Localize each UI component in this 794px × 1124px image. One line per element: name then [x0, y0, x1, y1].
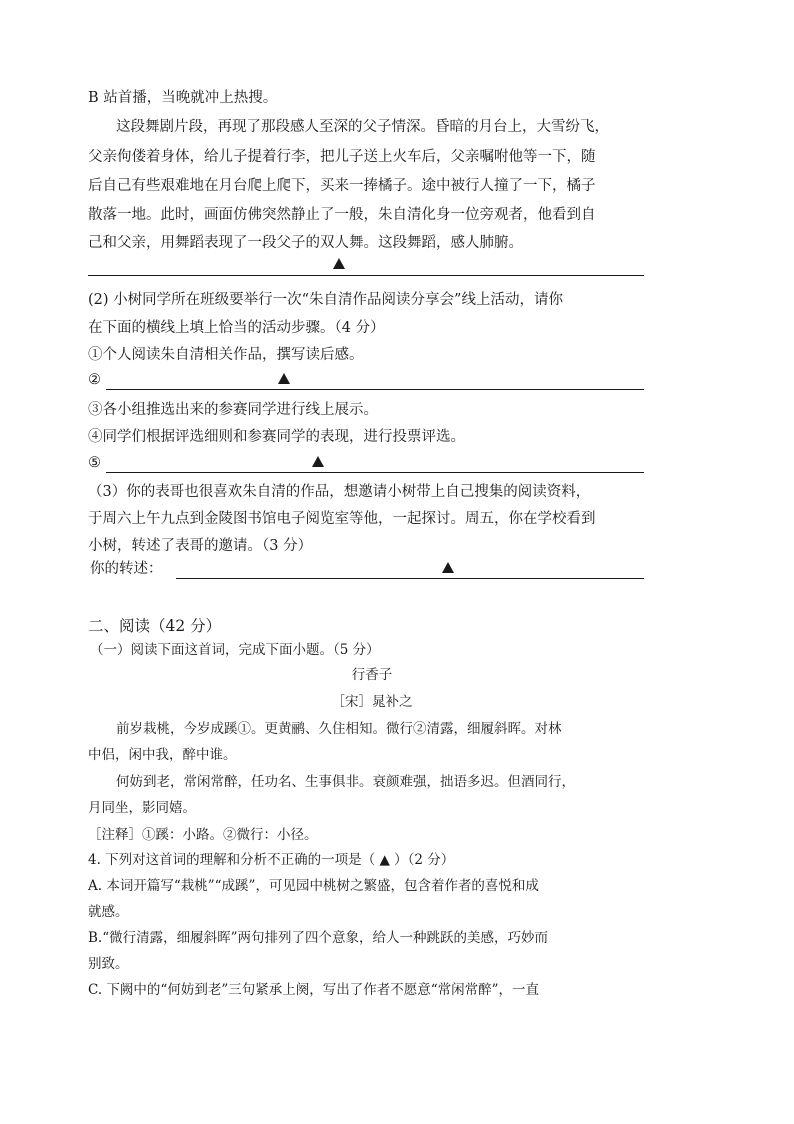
- q3-stem-line: （3）你的表哥也很喜欢朱自清的作品，想邀请小树带上自己搜集的阅读资料，: [88, 484, 591, 500]
- q3-stem-line: 小树，转述了表哥的邀请。（3 分）: [88, 538, 313, 554]
- q2-step-3: ③各小组推选出来的参赛同学进行线上展示。: [88, 402, 378, 418]
- passage-line: 己和父亲，用舞蹈表现了一段父子的双人舞。这段舞蹈，感人肺腑。: [88, 235, 523, 251]
- poem-title: 行香子: [351, 667, 393, 683]
- poem-line: 月同坐，影同嬉。: [88, 800, 196, 816]
- poem-line: 前岁栽桃，今岁成蹊①。更黄鹂、久住相知。微行②清露，细履斜晖。对林: [116, 721, 562, 737]
- poem-line: 中侣，闲中我，醉中谁。: [88, 747, 237, 763]
- q2-step-2-label: ②: [88, 372, 101, 388]
- answer-underline: [88, 275, 644, 276]
- q4-option-line: B.“微行清露，细履斜晖”两句排列了四个意象，给人一种跳跃的美感，巧妙而: [88, 930, 549, 946]
- section-part-1: （一）阅读下面这首词，完成下面小题。（5 分）: [90, 642, 380, 658]
- q2-step-2-blank[interactable]: [106, 368, 644, 392]
- q4-stem: 4. 下列对这首词的理解和分析不正确的一项是（ ▲ ）（2 分）: [88, 852, 455, 868]
- answer-mark-triangle: [442, 562, 454, 573]
- q2-step-5-label: ⑤: [88, 455, 101, 471]
- q3-answer-label: 你的转述：: [90, 561, 163, 577]
- poem-line: 何妨到老，常闲常醉，任功名、生事俱非。衰颜难强，拙语多迟。但酒同行，: [116, 774, 575, 790]
- answer-underline: [176, 578, 644, 579]
- q4-option-line: A. 本词开篇写“栽桃”“成蹊”，可见园中桃树之繁盛，包含着作者的喜悦和成: [88, 878, 539, 894]
- answer-line-1[interactable]: [88, 252, 644, 276]
- q4-option-line: 就感。: [88, 904, 129, 920]
- q2-step-4: ④同学们根据评选细则和参赛同学的表现，进行投票评选。: [88, 429, 465, 445]
- answer-underline: [106, 389, 644, 390]
- answer-underline: [106, 472, 644, 473]
- answer-mark-triangle: [312, 456, 324, 467]
- q4-option-line: C. 下阙中的“何妨到老”三句紧承上阕，写出了作者不愿意“常闲常醉”，一直: [88, 982, 540, 998]
- passage-line: 散落一地。此时，画面仿佛突然静止了一般，朱自清化身一位旁观者，他看到自: [88, 207, 596, 223]
- passage-line: 父亲佝偻着身体，给儿子提着行李，把儿子送上火车后，父亲嘱咐他等一下，随: [88, 149, 596, 165]
- q3-stem-line: 于周六上午九点到金陵图书馆电子阅览室等他，一起探讨。周五，你在学校看到: [88, 511, 596, 527]
- q2-stem-line: 在下面的横线上填上恰当的活动步骤。（4 分）: [88, 320, 385, 336]
- section-heading: 二、阅读（42 分）: [88, 617, 222, 635]
- passage-line: B 站首播，当晚就冲上热搜。: [88, 90, 278, 106]
- answer-mark-triangle: [333, 258, 345, 269]
- passage-line: 后自己有些艰难地在月台爬上爬下，买来一捧橘子。途中被行人撞了一下，橘子: [88, 178, 596, 194]
- q4-option-line: 别致。: [88, 956, 129, 972]
- q3-answer-blank[interactable]: [176, 557, 644, 581]
- poem-note: ［注释］①蹊：小路。②微行：小径。: [88, 827, 318, 843]
- q2-step-1: ①个人阅读朱自清相关作品，撰写读后感。: [88, 347, 364, 363]
- poem-author: ［宋］晁补之: [331, 694, 413, 710]
- passage-line: 这段舞剧片段，再现了那段感人至深的父子情深。昏暗的月台上，大雪纷飞，: [116, 119, 609, 135]
- q2-step-5-blank[interactable]: [106, 451, 644, 475]
- answer-mark-triangle: [278, 373, 290, 384]
- q2-stem-line: (2) 小树同学所在班级要举行一次“朱自清作品阅读分享会”线上活动，请你: [88, 292, 563, 308]
